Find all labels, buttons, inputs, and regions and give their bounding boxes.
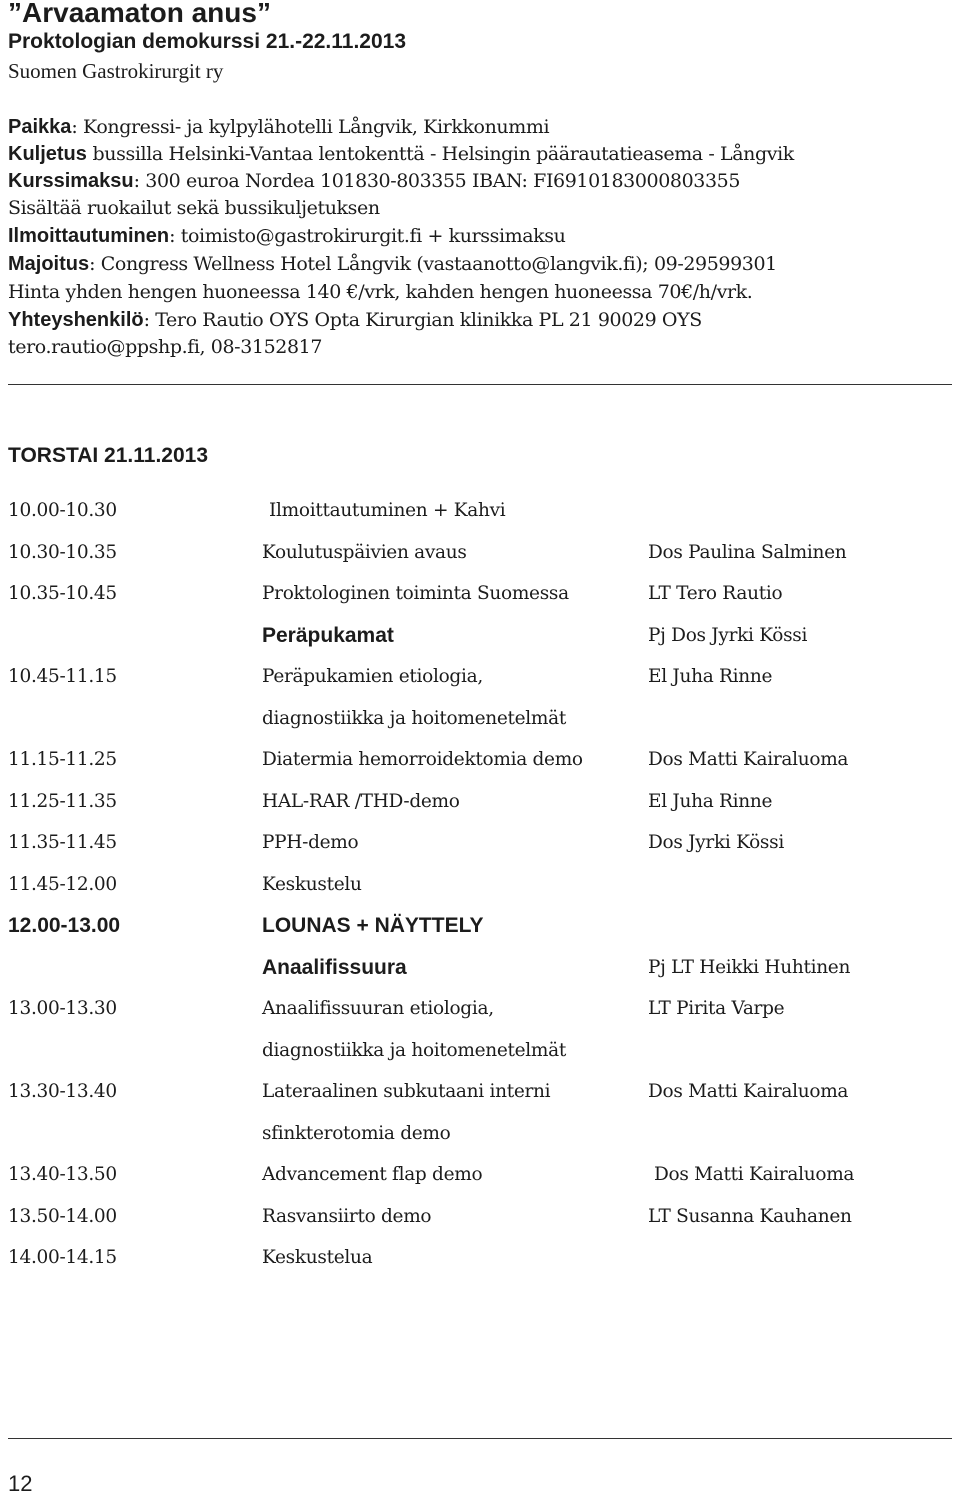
program-time: 13.00-13.30 <box>8 998 117 1019</box>
place-value: : Kongressi- ja kylpylähotelli Långvik, Kirkkonummi <box>71 116 550 138</box>
program-topic: Rasvansiirto demo <box>262 1206 432 1227</box>
program-speaker: LT Tero Rautio <box>648 583 783 604</box>
program-speaker: Dos Matti Kairaluoma <box>648 1081 849 1102</box>
registration-value: : toimisto@gastrokirurgit.fi + kurssimaksu <box>169 225 566 247</box>
program-time: 10.30-10.35 <box>8 542 117 563</box>
section-heading: Peräpukamat <box>262 624 394 647</box>
program-speaker: Dos Matti Kairaluoma <box>648 749 849 770</box>
program-time: 11.45-12.00 <box>8 874 117 895</box>
info-fee-note <box>8 195 380 221</box>
section-heading: Anaalifissuura <box>262 956 407 979</box>
place-label: Paikka <box>8 116 72 138</box>
program-speaker: LT Susanna Kauhanen <box>648 1206 852 1227</box>
program-topic-continued: diagnostiikka ja hoitomenetelmät <box>262 708 567 729</box>
program-topic: Keskustelu <box>262 874 362 895</box>
program-time: 11.15-11.25 <box>8 749 117 770</box>
day-heading: TORSTAI 21.11.2013 <box>8 444 209 467</box>
program-time-lunch: 12.00-13.00 <box>8 914 121 937</box>
organizer: Suomen Gastrokirurgit ry <box>8 59 224 83</box>
program-topic: Keskustelua <box>262 1247 373 1268</box>
section-chair: Pj Dos Jyrki Kössi <box>648 625 808 646</box>
info-fee <box>8 168 740 194</box>
program-speaker: Dos Paulina Salminen <box>648 542 847 563</box>
lunch-heading: LOUNAS + NÄYTTELY <box>262 914 484 937</box>
program-topic-continued: diagnostiikka ja hoitomenetelmät <box>262 1040 567 1061</box>
program-topic: Anaalifissuuran etiologia, <box>262 998 494 1019</box>
contact-label: Yhteyshenkilö <box>8 309 144 331</box>
info-contact <box>8 307 702 333</box>
info-contact-2 <box>8 334 322 360</box>
fee-note: Sisältää ruokailut sekä bussikuljetuksen <box>8 197 380 219</box>
program-time: 14.00-14.15 <box>8 1247 117 1268</box>
info-price <box>8 279 752 305</box>
program-topic: HAL-RAR /THD-demo <box>262 791 460 812</box>
program-topic: Diatermia hemorroidektomia demo <box>262 749 583 770</box>
fee-label: Kurssimaksu <box>8 170 134 192</box>
info-registration <box>8 223 566 249</box>
course-title: ”Arvaamaton anus” <box>8 0 271 28</box>
info-accommodation <box>8 251 777 277</box>
program-speaker: Dos Jyrki Kössi <box>648 832 784 853</box>
program-speaker: El Juha Rinne <box>648 666 773 687</box>
program-time: 13.50-14.00 <box>8 1206 117 1227</box>
program-time: 10.45-11.15 <box>8 666 117 687</box>
divider <box>8 384 952 385</box>
program-time: 10.35-10.45 <box>8 583 117 604</box>
program-speaker: Dos Matti Kairaluoma <box>654 1164 855 1185</box>
program-topic: PPH-demo <box>262 832 359 853</box>
section-chair: Pj LT Heikki Huhtinen <box>648 957 851 978</box>
program-topic-continued: sfinkterotomia demo <box>262 1123 451 1144</box>
course-subtitle: Proktologian demokurssi 21.-22.11.2013 <box>8 30 407 53</box>
program-speaker: El Juha Rinne <box>648 791 773 812</box>
transport-label: Kuljetus <box>8 143 87 165</box>
page-number: 12 <box>8 1471 33 1496</box>
info-transport <box>8 141 794 167</box>
program-topic: Advancement flap demo <box>262 1164 483 1185</box>
registration-label: Ilmoittautuminen <box>8 225 170 247</box>
transport-value: bussilla Helsinki-Vantaa lentokenttä - Helsingin päärautatieasema - Långvik <box>86 143 794 165</box>
program-time: 10.00-10.30 <box>8 500 117 521</box>
footer-divider <box>8 1438 952 1439</box>
program-topic: Koulutuspäivien avaus <box>262 542 467 563</box>
program-time: 13.40-13.50 <box>8 1164 117 1185</box>
price-value: Hinta yhden hengen huoneessa 140 €/vrk, kahden hengen huoneessa 70€/h/vrk. <box>8 281 753 303</box>
accommodation-value: : Congress Wellness Hotel Långvik (vastaanotto@langvik.fi); 09-29599301 <box>89 253 777 275</box>
program-topic: Proktologinen toiminta Suomessa <box>262 583 569 604</box>
contact-value: : Tero Rautio OYS Opta Kirurgian klinikka PL 21 90029 OYS <box>143 309 702 331</box>
accommodation-label: Majoitus <box>8 253 90 275</box>
program-topic: Peräpukamien etiologia, <box>262 666 483 687</box>
program-time: 11.25-11.35 <box>8 791 117 812</box>
program-speaker: LT Pirita Varpe <box>648 998 785 1019</box>
program-time: 11.35-11.45 <box>8 832 117 853</box>
program-topic: Ilmoittautuminen + Kahvi <box>269 500 506 521</box>
program-time: 13.30-13.40 <box>8 1081 117 1102</box>
fee-value: : 300 euroa Nordea 101830-803355 IBAN: FI6910183000803355 <box>133 170 741 192</box>
program-topic: Lateraalinen subkutaani interni <box>262 1081 551 1102</box>
info-place <box>8 114 549 140</box>
contact-email-phone: tero.rautio@ppshp.fi, 08-3152817 <box>8 336 323 358</box>
